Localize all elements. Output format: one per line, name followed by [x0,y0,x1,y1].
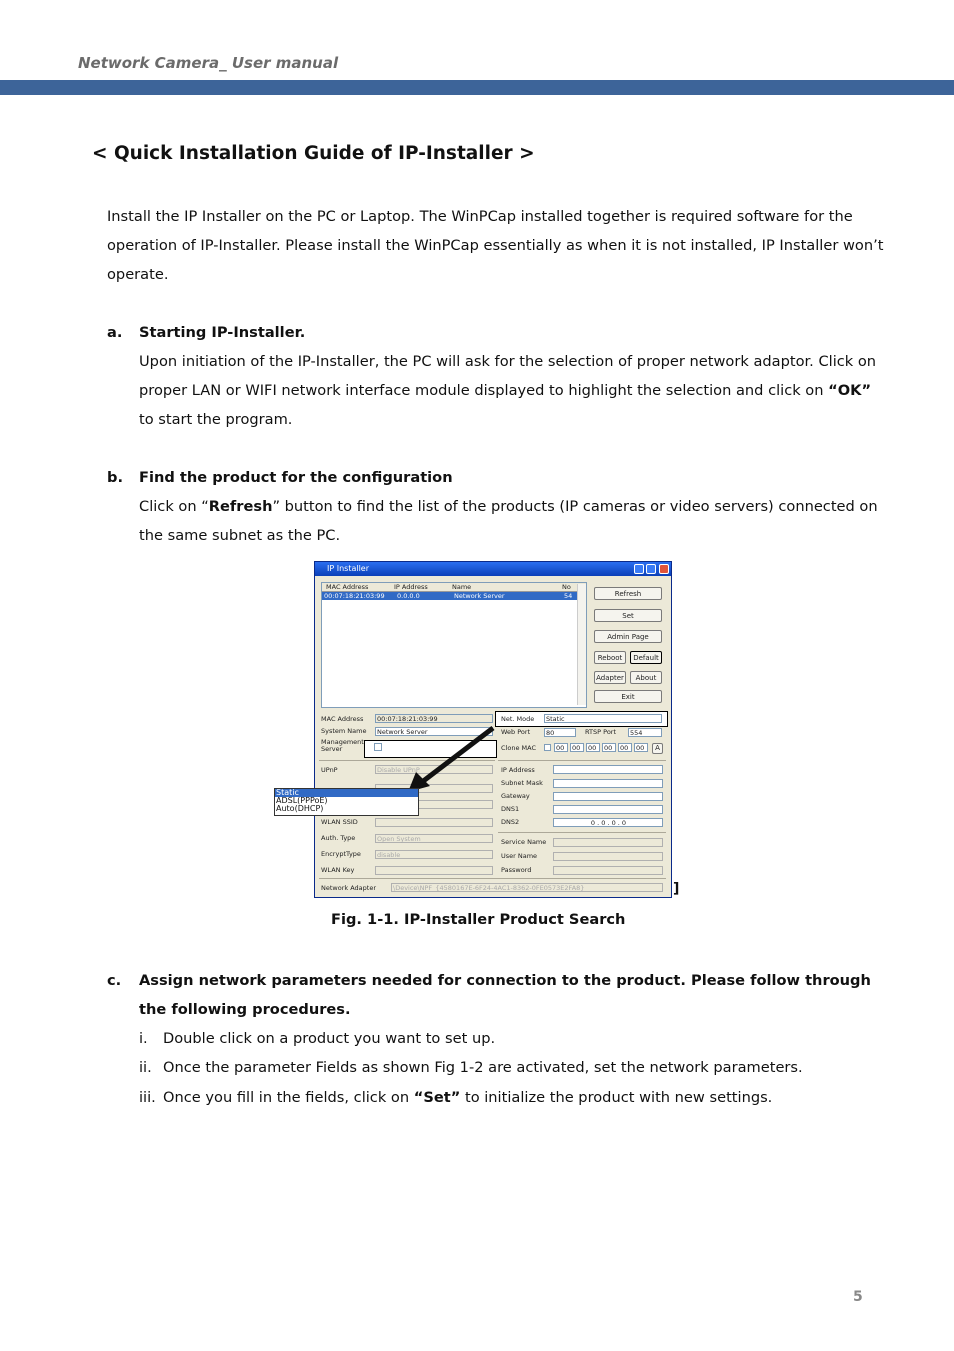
intro-line-3: operate. [107,266,169,283]
mac-label: MAC Address [321,715,364,723]
clone-mac-checkbox [544,744,551,751]
upnp-select: Disable UPnP [375,765,493,774]
clone-mac-octet-6: 00 [634,743,648,752]
list-item [322,592,586,600]
page-heading: < Quick Installation Guide of IP-Installer > [92,143,535,164]
clone-mac-octet-1: 00 [554,743,568,752]
ip-address-field [553,765,663,774]
dns1-field [553,805,663,814]
window-titlebar [315,562,671,576]
step-2-text: Once the parameter Fields as shown Fig 1-2 are activated, set the network parameters. [163,1059,803,1076]
network-adapter-label: Network Adapter [321,884,376,892]
row-ip: 0.0.0.0 [397,592,420,600]
admin-page-button: Admin Page [594,630,662,643]
wlan-key-label: WLAN Key [321,866,355,874]
clone-mac-apply-button: A [652,743,663,754]
dropdown-option-dhcp: Auto(DHCP) [276,804,324,813]
network-adapter-select: \Device\NPF_{4580167E-6F24-4AC1-8362-0FE0573E2FA8} [391,883,663,892]
col-name: Name [452,583,472,591]
user-name-field [553,852,663,861]
dropdown-option-adsl: ADSL(PPPoE) [276,796,328,805]
adapter-button: Adapter [594,671,626,684]
encrypt-type-select: disable [375,850,493,859]
close-icon [659,564,669,574]
dropdown-option-static: Static [275,789,418,797]
header-bar [0,80,954,95]
step-2-num: ii. [139,1059,152,1076]
col-mac: MAC Address [326,583,369,591]
service-name-field [553,838,663,847]
clone-mac-octet-3: 00 [586,743,600,752]
about-button: About [630,671,662,684]
refresh-button: Refresh [594,587,662,600]
col-no: No [562,583,571,591]
net-mode-label: Net. Mode [501,715,535,723]
step-3-num: iii. [139,1089,156,1106]
section-b-line-2: the same subnet as the PC. [139,527,341,544]
default-button: Default [630,651,662,664]
divider [498,760,666,761]
section-c-title-1: Assign network parameters needed for connection to the product. Please follow through [139,972,871,989]
row-name: Network Server [454,592,505,600]
section-b-marker: b. [107,469,123,486]
section-c-title-2: the following procedures. [139,1001,351,1018]
section-c-marker: c. [107,972,122,989]
figure-caption: Fig. 1-1. IP-Installer Product Search [331,911,626,928]
step-3-text: Once you fill in the fields, click on “Set” to initialize the product with new settings. [163,1089,773,1106]
minimize-icon [634,564,644,574]
product-list [321,582,587,708]
clone-mac-label: Clone MAC [501,744,536,752]
user-name-label: User Name [501,852,538,860]
auth-type-select: Open System [375,834,493,843]
step-1-num: i. [139,1030,148,1047]
upnp-label: UPnP [321,766,338,774]
section-b-line-1: Click on “Refresh” button to find the list of the products (IP cameras or video servers) connected on [139,498,878,515]
divider [319,878,666,879]
clone-mac-octet-2: 00 [570,743,584,752]
divider [498,832,666,833]
management-server-label: Management Server [321,738,364,753]
figure-bracket: ] [673,881,680,897]
net-mode-dropdown-list [274,788,419,816]
section-a-line-2: proper LAN or WIFI network interface module displayed to highlight the selection and click on “OK” [139,382,872,399]
section-a-line-1: Upon initiation of the IP-Installer, the PC will ask for the selection of proper network adaptor. Click on [139,353,877,370]
subnet-mask-field [553,779,663,788]
row-mac: 00:07:18:21:03:99 [324,592,385,600]
section-b-title: Find the product for the configuration [139,469,453,486]
list-header [322,583,586,592]
row-no: 54 [564,592,573,600]
ip-address-label: IP Address [501,766,535,774]
dns2-label: DNS2 [501,818,520,826]
management-checkbox [374,743,382,751]
rtsp-port-field: 554 [628,728,662,737]
reboot-button: Reboot [594,651,626,664]
page-number: 5 [853,1289,863,1305]
rtsp-port-label: RTSP Port [585,728,617,736]
intro-line-1: Install the IP Installer on the PC or Laptop. The WinPCap installed together is required software for the [107,208,853,225]
header-title: Network Camera_ User manual [78,54,339,72]
section-a-title: Starting IP-Installer. [139,324,306,341]
window-title: IP Installer [327,564,370,573]
wlan-key-field [375,866,493,875]
intro-line-2: operation of IP-Installer. Please install the WinPCap essentially as when it is not installed, IP Installer won’t [107,237,884,254]
clone-mac-octet-5: 00 [618,743,632,752]
wlan-ssid-label: WLAN SSID [321,818,358,826]
dns2-field: 0 . 0 . 0 . 0 [553,818,663,827]
web-port-field: 80 [544,728,576,737]
list-scrollbar [577,584,586,705]
net-mode-select: Static [544,714,662,723]
set-button: Set [594,609,662,622]
section-a-line-3: to start the program. [139,411,293,428]
step-1-text: Double click on a product you want to set up. [163,1030,496,1047]
service-name-label: Service Name [501,838,547,846]
clone-mac-octet-4: 00 [602,743,616,752]
web-port-label: Web Port [501,728,531,736]
mac-field: 00:07:18:21:03:99 [375,714,493,723]
password-label: Password [501,866,532,874]
gateway-label: Gateway [501,792,530,800]
exit-button: Exit [594,690,662,703]
maximize-icon [646,564,656,574]
encrypt-type-label: EncryptType [321,850,361,858]
system-name-field: Network Server [375,727,493,736]
password-field [553,866,663,875]
col-ip: IP Address [394,583,428,591]
system-name-label: System Name [321,727,367,735]
subnet-mask-label: Subnet Mask [501,779,543,787]
section-a-marker: a. [107,324,123,341]
wlan-ssid-field [375,818,493,827]
dns1-label: DNS1 [501,805,520,813]
auth-type-label: Auth. Type [321,834,356,842]
gateway-field [553,792,663,801]
